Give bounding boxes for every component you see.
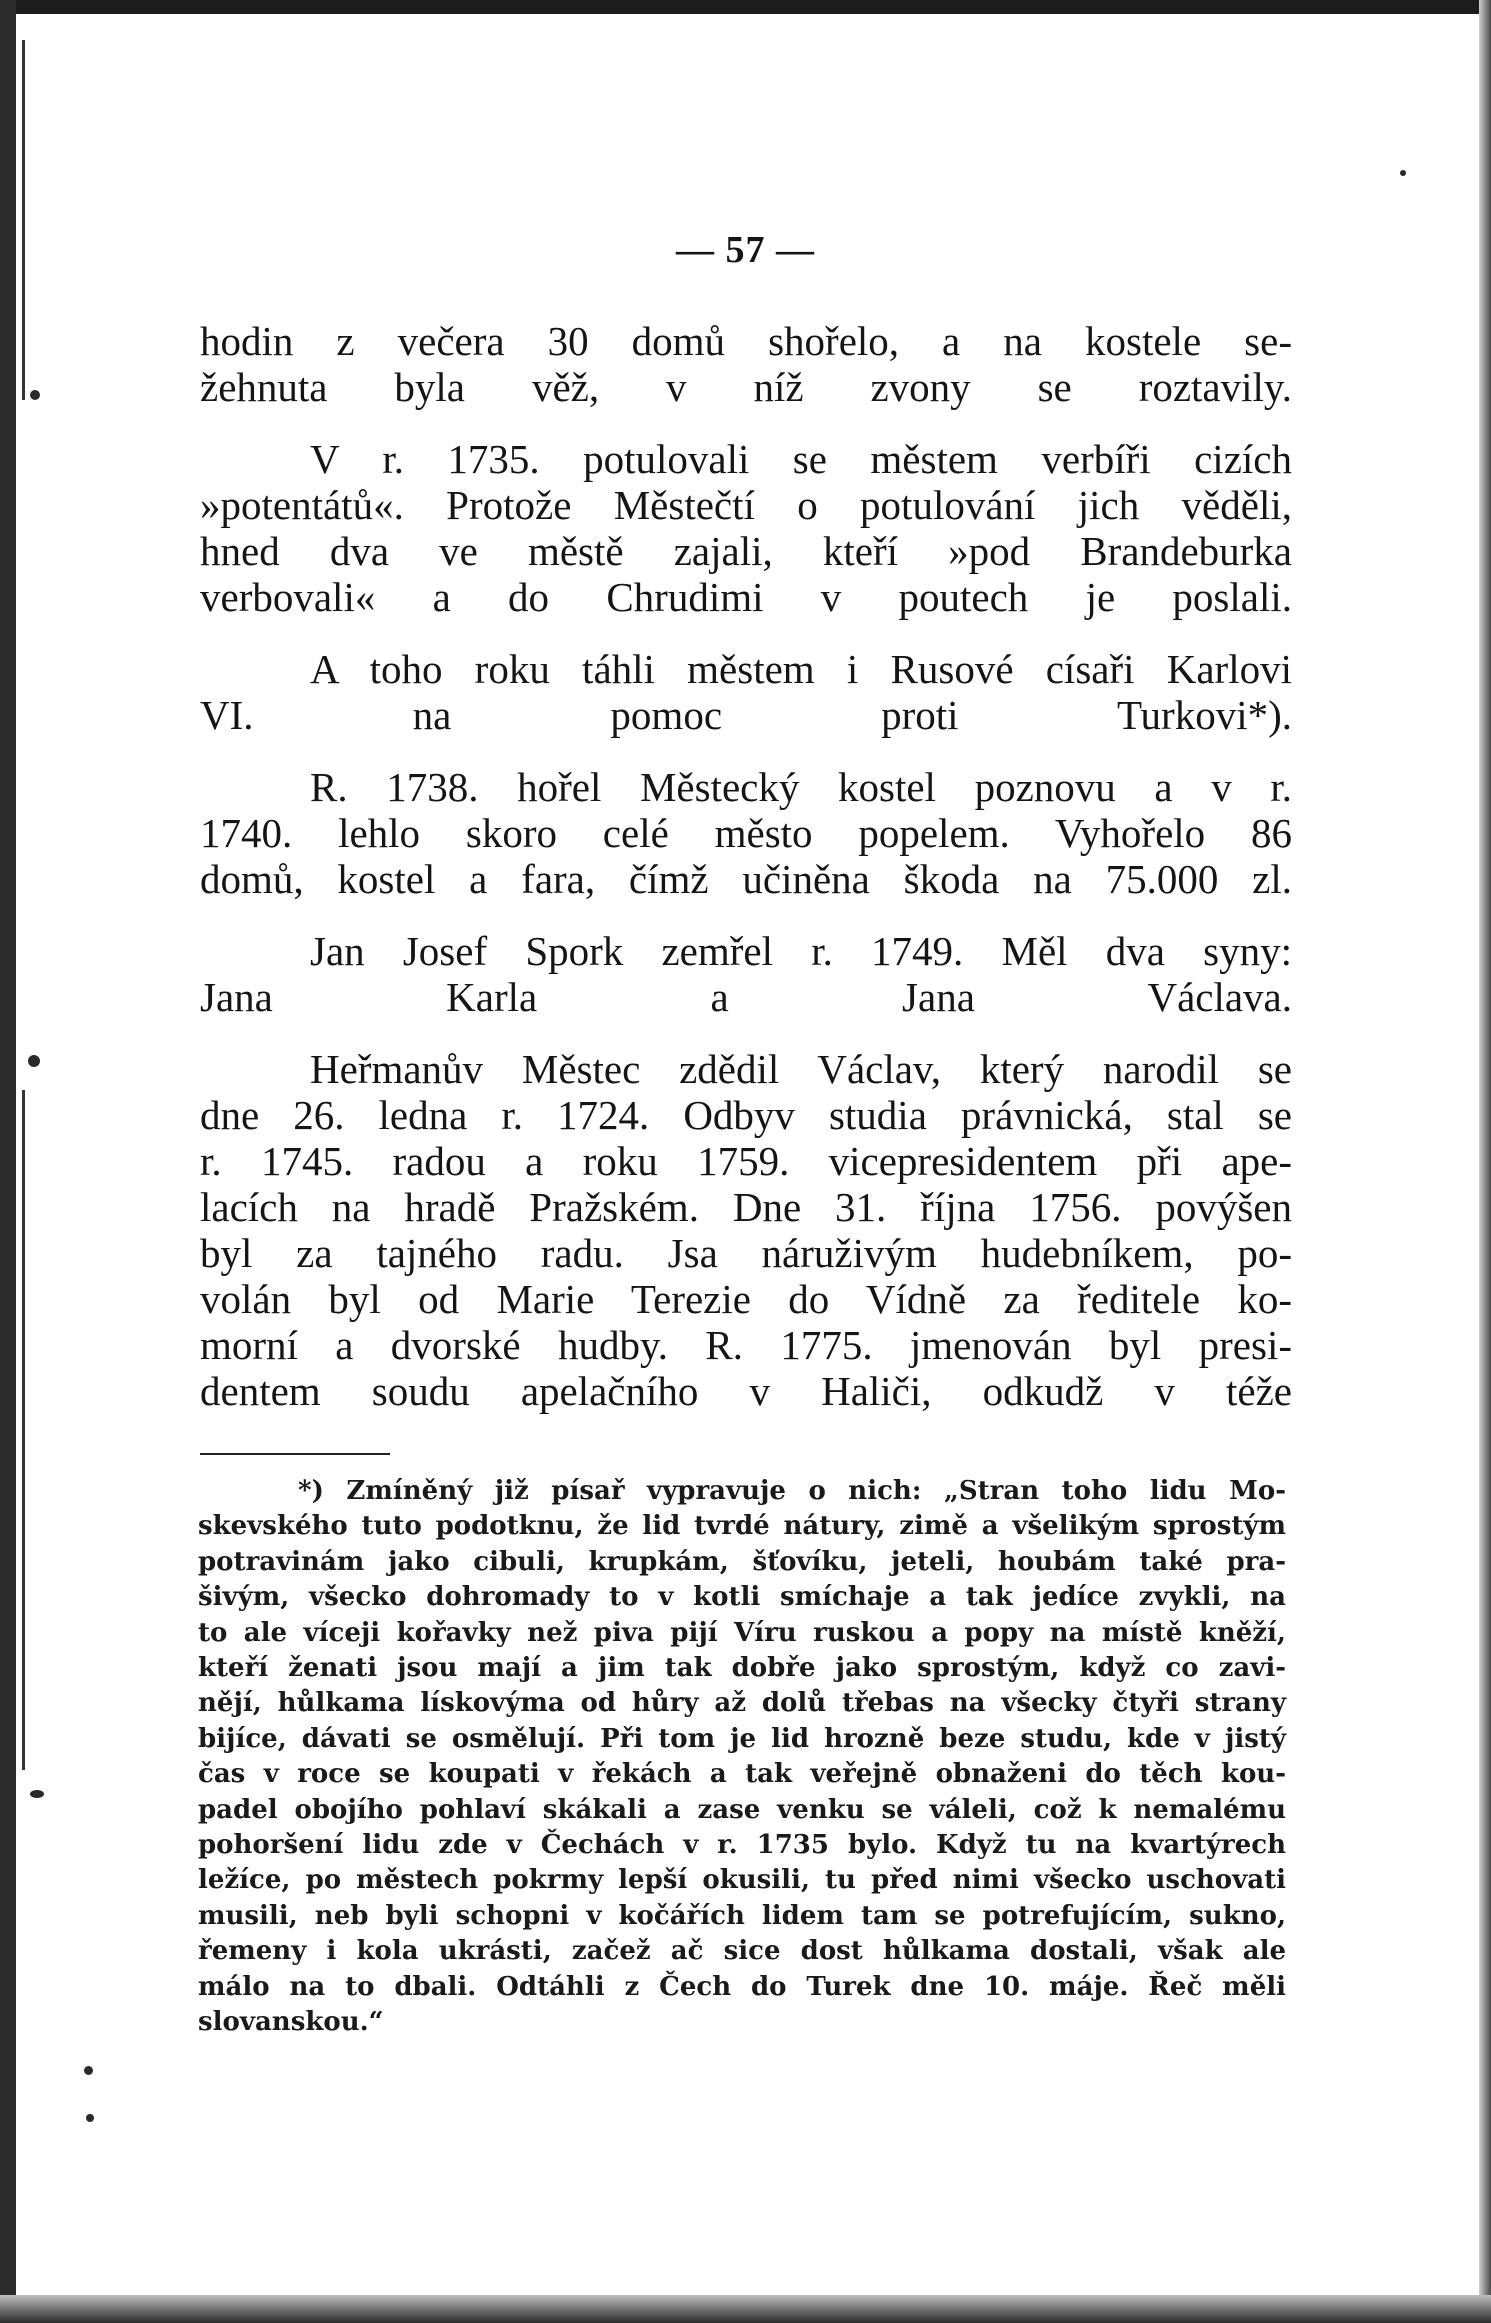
text-line: byl za tajného radu. Jsa náruživým hudebníkem, po- [200,1230,1292,1276]
text-line: lacích na hradě Pražském. Dne 31. října 1756. povýšen [200,1184,1292,1230]
footnote-line: skevského tuto podotknu, že lid tvrdé nátury, zimě a všelikým sprostým [198,1511,1286,1542]
footnote-line: bijíce, dávati se osmělují. Při tom je lid hrozně beze studu, kde v jistý [198,1723,1286,1754]
footnote-line: ležíce, po městech pokrmy lepší okusili, tu před nimi všecko uschovati [198,1865,1286,1896]
ink-speck [84,2066,93,2075]
text-line: dentem soudu apelačního v Haliči, odkudž v téže [200,1368,1292,1414]
scan-border-bottom [0,2295,1491,2323]
text-line: r. 1745. radou a roku 1759. vicepresidentem při ape- [200,1138,1292,1184]
text-line: Jan Josef Spork zemřel r. 1749. Měl dva syny: [310,928,1292,974]
footnote-line: málo na to dbali. Odtáhli z Čech do Turek dne 10. máje. Řeč měli [198,1971,1286,2002]
footnote-line: potravinám jako cibuli, krupkám, šťovíku, jeteli, houbám také pra- [198,1546,1286,1577]
text-line: volán byl od Marie Terezie do Vídně za ředitele ko- [200,1276,1292,1322]
binding-thread [22,40,25,400]
paragraph [200,1046,1292,1414]
page-number: — 57 — [676,229,815,271]
body-text [200,318,1292,1414]
ink-speck [1400,170,1406,176]
ink-speck [28,1055,40,1067]
paragraph [200,928,1292,1020]
text-line: VI. na pomoc proti Turkovi*). [200,692,1292,738]
footnote-separator [200,1453,390,1455]
footnote-line: řemeny i kola ukrásti, začež ač sice dost hůlkama dostali, však ale [198,1936,1286,1967]
text-line: hodin z večera 30 domů shořelo, a na kostele se- [200,318,1292,364]
footnote-line: padel obojího pohlaví skákali a zase venku se váleli, což k nemalému [198,1794,1286,1825]
paragraph [200,764,1292,902]
footnote [198,1474,1286,2041]
paragraph [200,646,1292,738]
paragraph [200,436,1292,620]
footnote-line: čas v roce se koupati v řekách a tak veřejně obnaženi do těch kou- [198,1759,1286,1790]
scan-border-right [1479,0,1491,2323]
ink-speck [30,390,40,400]
text-line: hned dva ve městě zajali, kteří »pod Brandeburka [200,528,1292,574]
text-line: domů, kostel a fara, čímž učiněna škoda na 75.000 zl. [200,856,1292,902]
paragraph [200,318,1292,410]
text-line: »potentátů«. Protože Městečtí o potulování jich věděli, [200,482,1292,528]
text-line: morní a dvorské hudby. R. 1775. jmenován byl presi- [200,1322,1292,1368]
footnote-line: kteří ženati jsou mají a jim tak dobře jako sprostým, když co zavi- [198,1653,1286,1684]
scan-border-top [0,0,1491,14]
ink-speck [86,2114,94,2122]
footnote-line: to ale víceji kořavky než piva pijí Víru ruskou a popy na místě kněží, [198,1617,1286,1648]
ink-speck [30,1790,44,1798]
text-line: Jana Karla a Jana Václava. [200,974,1292,1020]
text-line: V r. 1735. potulovali se městem verbíři cizích [310,436,1292,482]
text-line: R. 1738. hořel Městecký kostel poznovu a v r. [310,764,1292,810]
text-line: žehnuta byla věž, v níž zvony se roztavily. [200,364,1292,410]
text-line: verbovali« a do Chrudimi v poutech je poslali. [200,574,1292,620]
footnote-line: slovanskou.“ [198,2007,384,2038]
footnote-line: musili, neb byli schopni v kočářích lidem tam se potrefujícím, sukno, [198,1900,1286,1931]
text-line: dne 26. ledna r. 1724. Odbyv studia právnická, stal se [200,1092,1292,1138]
text-line: Heřmanův Městec zdědil Václav, který narodil se [310,1046,1292,1092]
binding-thread [22,1090,25,1770]
footnote-line: *) Zmíněný již písař vypravuje o nich: „Stran toho lidu Mo- [298,1476,1286,1506]
footnote-line: pohoršení lidu zde v Čechách v r. 1735 bylo. Když tu na kvartýrech [198,1830,1286,1861]
footnote-line: nějí, hůlkama lískovýma od hůry až dolů třebas na všecky čtyři strany [198,1688,1286,1719]
scan-border-left [0,0,16,2323]
footnote-line: šivým, všecko dohromady to v kotli smíchaje a tak jedíce zvykli, na [198,1582,1286,1613]
text-line: 1740. lehlo skoro celé město popelem. Vyhořelo 86 [200,810,1292,856]
text-line: A toho roku táhli městem i Rusové císaři Karlovi [310,646,1292,692]
